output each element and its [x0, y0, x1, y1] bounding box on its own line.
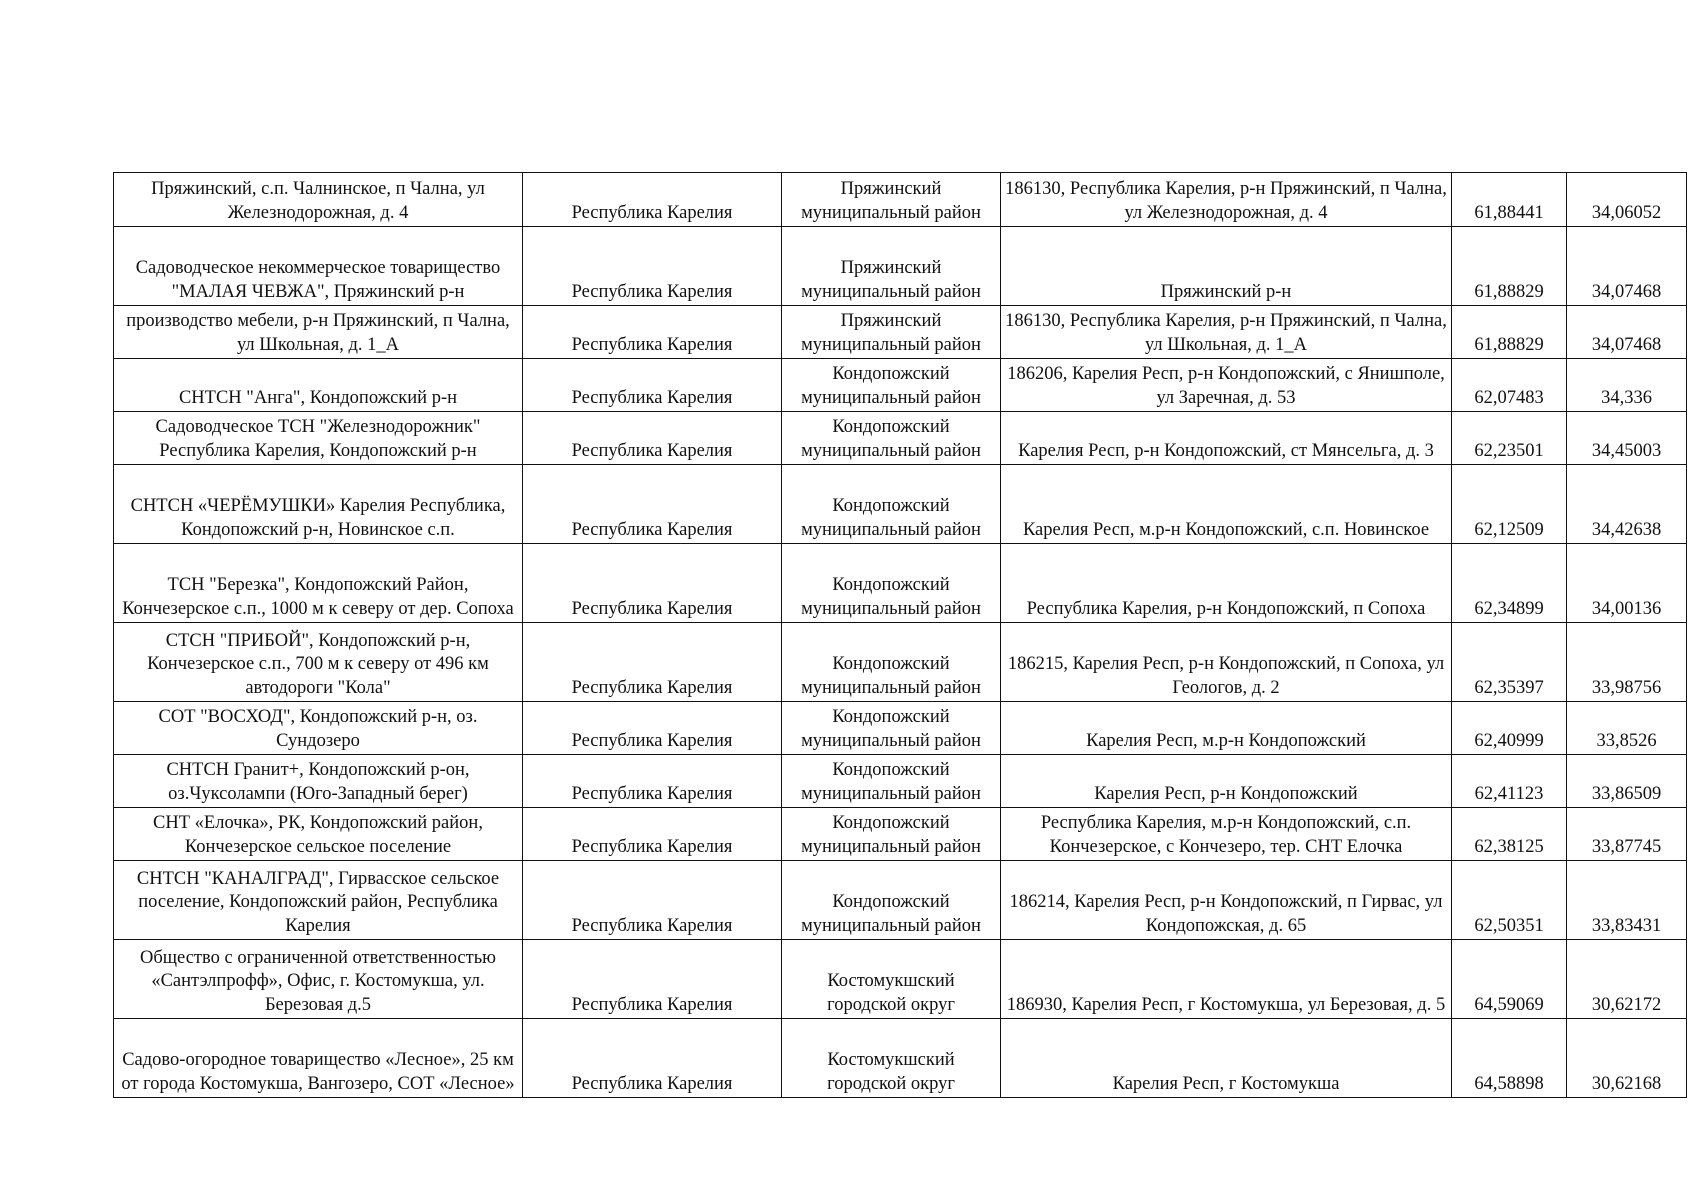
object-name-cell: ТСН "Березка", Кондопожский Район, Кончезерское с.п., 1000 м к северу от дер. Сопоха — [114, 544, 523, 623]
address-cell: Карелия Респ, г Костомукша — [1001, 1019, 1452, 1098]
table-row — [114, 412, 1687, 465]
address-cell: Республика Карелия, р-н Кондопожский, п Сопоха — [1001, 544, 1452, 623]
district-cell: Пряжинский муниципальный район — [782, 306, 1001, 359]
longitude-cell: 33,87745 — [1567, 808, 1687, 861]
latitude-cell: 62,38125 — [1452, 808, 1567, 861]
address-cell: 186206, Карелия Респ, р-н Кондопожский, с Янишполе, ул Заречная, д. 53 — [1001, 359, 1452, 412]
address-cell: Карелия Респ, р-н Кондопожский, ст Мянсельга, д. 3 — [1001, 412, 1452, 465]
latitude-cell: 62,07483 — [1452, 359, 1567, 412]
object-name-cell: СНТСН «ЧЕРЁМУШКИ» Карелия Республика, Кондопожский р-н, Новинское с.п. — [114, 465, 523, 544]
latitude-cell: 62,35397 — [1452, 623, 1567, 702]
object-name-cell: СНТСН "Анга", Кондопожский р-н — [114, 359, 523, 412]
object-name-cell: Пряжинский, с.п. Чалнинское, п Чална, ул Железнодорожная, д. 4 — [114, 173, 523, 227]
region-cell: Республика Карелия — [523, 808, 782, 861]
district-cell: Кондопожский муниципальный район — [782, 702, 1001, 755]
district-cell: Кондопожский муниципальный район — [782, 359, 1001, 412]
region-cell: Республика Карелия — [523, 623, 782, 702]
latitude-cell: 64,59069 — [1452, 940, 1567, 1019]
table-row — [114, 702, 1687, 755]
table-row — [114, 359, 1687, 412]
region-cell: Республика Карелия — [523, 1019, 782, 1098]
table-row — [114, 306, 1687, 359]
address-cell: Карелия Респ, м.р-н Кондопожский — [1001, 702, 1452, 755]
table-row — [114, 861, 1687, 940]
latitude-cell: 62,50351 — [1452, 861, 1567, 940]
table-row — [114, 940, 1687, 1019]
district-cell: Кондопожский муниципальный район — [782, 623, 1001, 702]
object-name-cell: Садоводческое некоммерческое товарищество "МАЛАЯ ЧЕВЖА", Пряжинский р-н — [114, 227, 523, 306]
latitude-cell: 64,58898 — [1452, 1019, 1567, 1098]
latitude-cell: 61,88829 — [1452, 306, 1567, 359]
district-cell: Пряжинский муниципальный район — [782, 173, 1001, 227]
region-cell: Республика Карелия — [523, 702, 782, 755]
table-row — [114, 623, 1687, 702]
longitude-cell: 34,42638 — [1567, 465, 1687, 544]
address-cell: 186130, Республика Карелия, р-н Пряжинский, п Чална, ул Железнодорожная, д. 4 — [1001, 173, 1452, 227]
region-cell: Республика Карелия — [523, 755, 782, 808]
latitude-cell: 62,34899 — [1452, 544, 1567, 623]
district-cell: Кондопожский муниципальный район — [782, 465, 1001, 544]
district-cell: Кондопожский муниципальный район — [782, 544, 1001, 623]
table-row — [114, 1019, 1687, 1098]
longitude-cell: 34,45003 — [1567, 412, 1687, 465]
longitude-cell: 30,62168 — [1567, 1019, 1687, 1098]
latitude-cell: 62,40999 — [1452, 702, 1567, 755]
latitude-cell: 61,88829 — [1452, 227, 1567, 306]
longitude-cell: 33,86509 — [1567, 755, 1687, 808]
table-row — [114, 465, 1687, 544]
latitude-cell: 62,12509 — [1452, 465, 1567, 544]
longitude-cell: 34,00136 — [1567, 544, 1687, 623]
object-name-cell: СНТСН "КАНАЛГРАД", Гирвасское сельское поселение, Кондопожский район, Республика Карелия — [114, 861, 523, 940]
longitude-cell: 34,07468 — [1567, 227, 1687, 306]
region-cell: Республика Карелия — [523, 861, 782, 940]
region-cell: Республика Карелия — [523, 359, 782, 412]
region-cell: Республика Карелия — [523, 306, 782, 359]
longitude-cell: 33,98756 — [1567, 623, 1687, 702]
address-cell: Республика Карелия, м.р-н Кондопожский, с.п. Кончезерское, с Кончезеро, тер. СНТ Елочка — [1001, 808, 1452, 861]
district-cell: Пряжинский муниципальный район — [782, 227, 1001, 306]
register-table-body — [114, 173, 1687, 1098]
table-row — [114, 227, 1687, 306]
latitude-cell: 61,88441 — [1452, 173, 1567, 227]
latitude-cell: 62,41123 — [1452, 755, 1567, 808]
longitude-cell: 33,83431 — [1567, 861, 1687, 940]
address-cell: 186930, Карелия Респ, г Костомукша, ул Березовая, д. 5 — [1001, 940, 1452, 1019]
longitude-cell: 34,07468 — [1567, 306, 1687, 359]
longitude-cell: 33,8526 — [1567, 702, 1687, 755]
address-cell: Карелия Респ, м.р-н Кондопожский, с.п. Новинское — [1001, 465, 1452, 544]
object-name-cell: СНТСН Гранит+, Кондопожский р-он, оз.Чуксолампи (Юго-Западный берег) — [114, 755, 523, 808]
district-cell: Кондопожский муниципальный район — [782, 755, 1001, 808]
object-name-cell: СНТ «Елочка», РК, Кондопожский район, Кончезерское сельское поселение — [114, 808, 523, 861]
district-cell: Костомукшский городской округ — [782, 940, 1001, 1019]
object-name-cell: СТСН "ПРИБОЙ", Кондопожский р-н, Кончезерское с.п., 700 м к северу от 496 км автодороги "Кола" — [114, 623, 523, 702]
table-row — [114, 544, 1687, 623]
district-cell: Костомукшский городской округ — [782, 1019, 1001, 1098]
address-cell: Карелия Респ, р-н Кондопожский — [1001, 755, 1452, 808]
district-cell: Кондопожский муниципальный район — [782, 412, 1001, 465]
object-name-cell: Общество с ограниченной ответственностью «Сантэлпрофф», Офис, г. Костомукша, ул. Березовая д.5 — [114, 940, 523, 1019]
address-cell: 186214, Карелия Респ, р-н Кондопожский, п Гирвас, ул Кондопожская, д. 65 — [1001, 861, 1452, 940]
address-cell: Пряжинский р-н — [1001, 227, 1452, 306]
region-cell: Республика Карелия — [523, 173, 782, 227]
address-cell: 186130, Республика Карелия, р-н Пряжинский, п Чална, ул Школьная, д. 1_А — [1001, 306, 1452, 359]
object-name-cell: СОТ "ВОСХОД", Кондопожский р-н, оз. Сундозеро — [114, 702, 523, 755]
latitude-cell: 62,23501 — [1452, 412, 1567, 465]
district-cell: Кондопожский муниципальный район — [782, 861, 1001, 940]
longitude-cell: 30,62172 — [1567, 940, 1687, 1019]
object-name-cell: Садово-огородное товарищество «Лесное», 25 км от города Костомукша, Вангозеро, СОТ «Лесное» — [114, 1019, 523, 1098]
region-cell: Республика Карелия — [523, 465, 782, 544]
region-cell: Республика Карелия — [523, 544, 782, 623]
longitude-cell: 34,06052 — [1567, 173, 1687, 227]
region-cell: Республика Карелия — [523, 940, 782, 1019]
address-cell: 186215, Карелия Респ, р-н Кондопожский, п Сопоха, ул Геологов, д. 2 — [1001, 623, 1452, 702]
register-table — [113, 172, 1687, 1098]
district-cell: Кондопожский муниципальный район — [782, 808, 1001, 861]
longitude-cell: 34,336 — [1567, 359, 1687, 412]
object-name-cell: Садоводческое ТСН "Железнодорожник" Республика Карелия, Кондопожский р-н — [114, 412, 523, 465]
table-row — [114, 755, 1687, 808]
table-row — [114, 173, 1687, 227]
object-name-cell: производство мебели, р-н Пряжинский, п Чална, ул Школьная, д. 1_А — [114, 306, 523, 359]
region-cell: Республика Карелия — [523, 412, 782, 465]
region-cell: Республика Карелия — [523, 227, 782, 306]
table-row — [114, 808, 1687, 861]
